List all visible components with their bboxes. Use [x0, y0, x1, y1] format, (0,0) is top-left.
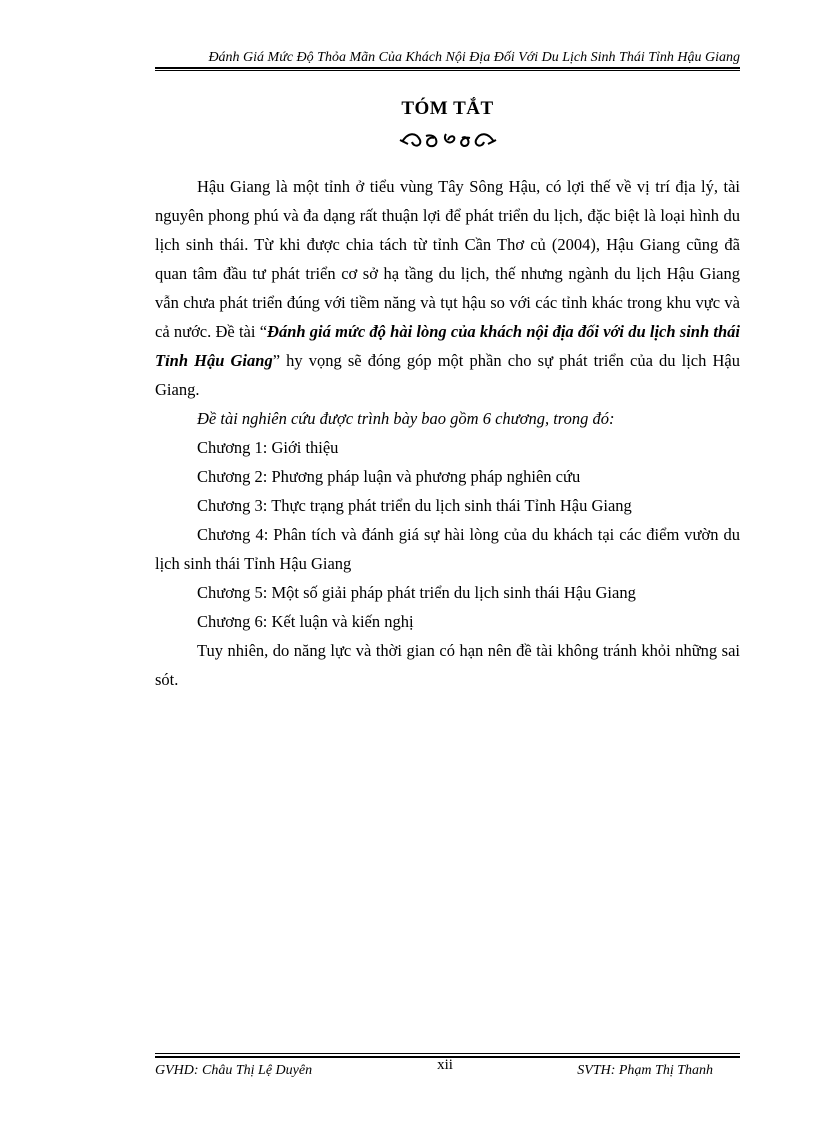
footer-rule-thin	[155, 1053, 740, 1054]
supervisor-label: GVHD: Châu Thị Lệ Duyên	[155, 1063, 313, 1078]
closing-paragraph: Tuy nhiên, do năng lực và thời gian có hạn nên đề tài không tránh khỏi những sai sót.	[155, 641, 740, 689]
student-label: SVTH: Phạm Thị Thanh	[577, 1063, 713, 1078]
paragraph-text: Hậu Giang là một tỉnh ở tiểu vùng Tây Sông Hậu, có lợi thế về vị trí địa lý, tài nguyên phong phú và đa dạng rất thuận lợi để phát triển du lịch, đặc biệt là loại hình du lịch sinh thái. Từ khi được chia tách từ tỉnh Cần Thơ củ (2004), Hậu Giang cũng đã quan tâm đầu tư phát triển cơ sở hạ tầng du lịch, thế nhưng ngành du lịch Hậu Giang vẫn chưa phát triển đúng với tiềm năng và tụt hậu so với các tỉnh khác trong khu vực và cả nước. Đề tài “	[155, 177, 740, 341]
page-title: TÓM TẮT	[401, 98, 494, 119]
page-number: xii	[437, 1057, 453, 1073]
chapter-item: Chương 4: Phân tích và đánh giá sự hài lòng của du khách tại các điểm vườn du lịch sinh thái Tỉnh Hậu Giang	[155, 525, 740, 573]
header-rule	[155, 67, 740, 69]
chapter-item: Chương 2: Phương pháp luận và phương pháp nghiên cứu	[197, 467, 581, 486]
chapters-intro-text: Đề tài nghiên cứu được trình bày bao gồm 6 chương, trong đó:	[197, 409, 615, 428]
chapter-item: Chương 6: Kết luận và kiến nghị	[197, 612, 414, 631]
paragraph-intro	[155, 172, 740, 404]
chapter-item: Chương 1: Giới thiệu	[197, 438, 339, 457]
chapters-intro	[155, 404, 740, 433]
paragraph-text-end: ” hy vọng sẽ đóng góp một phần cho sự phát triển của du lịch Hậu Giang.	[155, 351, 740, 399]
decorative-flourish-icon	[155, 130, 740, 150]
chapter-item: Chương 5: Một số giải pháp phát triển du lịch sinh thái Hậu Giang	[197, 583, 636, 602]
thesis-title: Đánh giá mức độ hài lòng của khách nội địa đối với du lịch sinh thái Tỉnh Hậu Giang	[155, 322, 740, 370]
header-rule-thin	[155, 70, 740, 71]
abstract-body	[155, 172, 740, 694]
chapter-item: Chương 3: Thực trạng phát triển du lịch sinh thái Tỉnh Hậu Giang	[197, 496, 632, 515]
running-header: Đánh Giá Mức Độ Thỏa Mãn Của Khách Nội Địa Đối Với Du Lịch Sinh Thái Tỉnh Hậu Giang	[208, 50, 740, 65]
